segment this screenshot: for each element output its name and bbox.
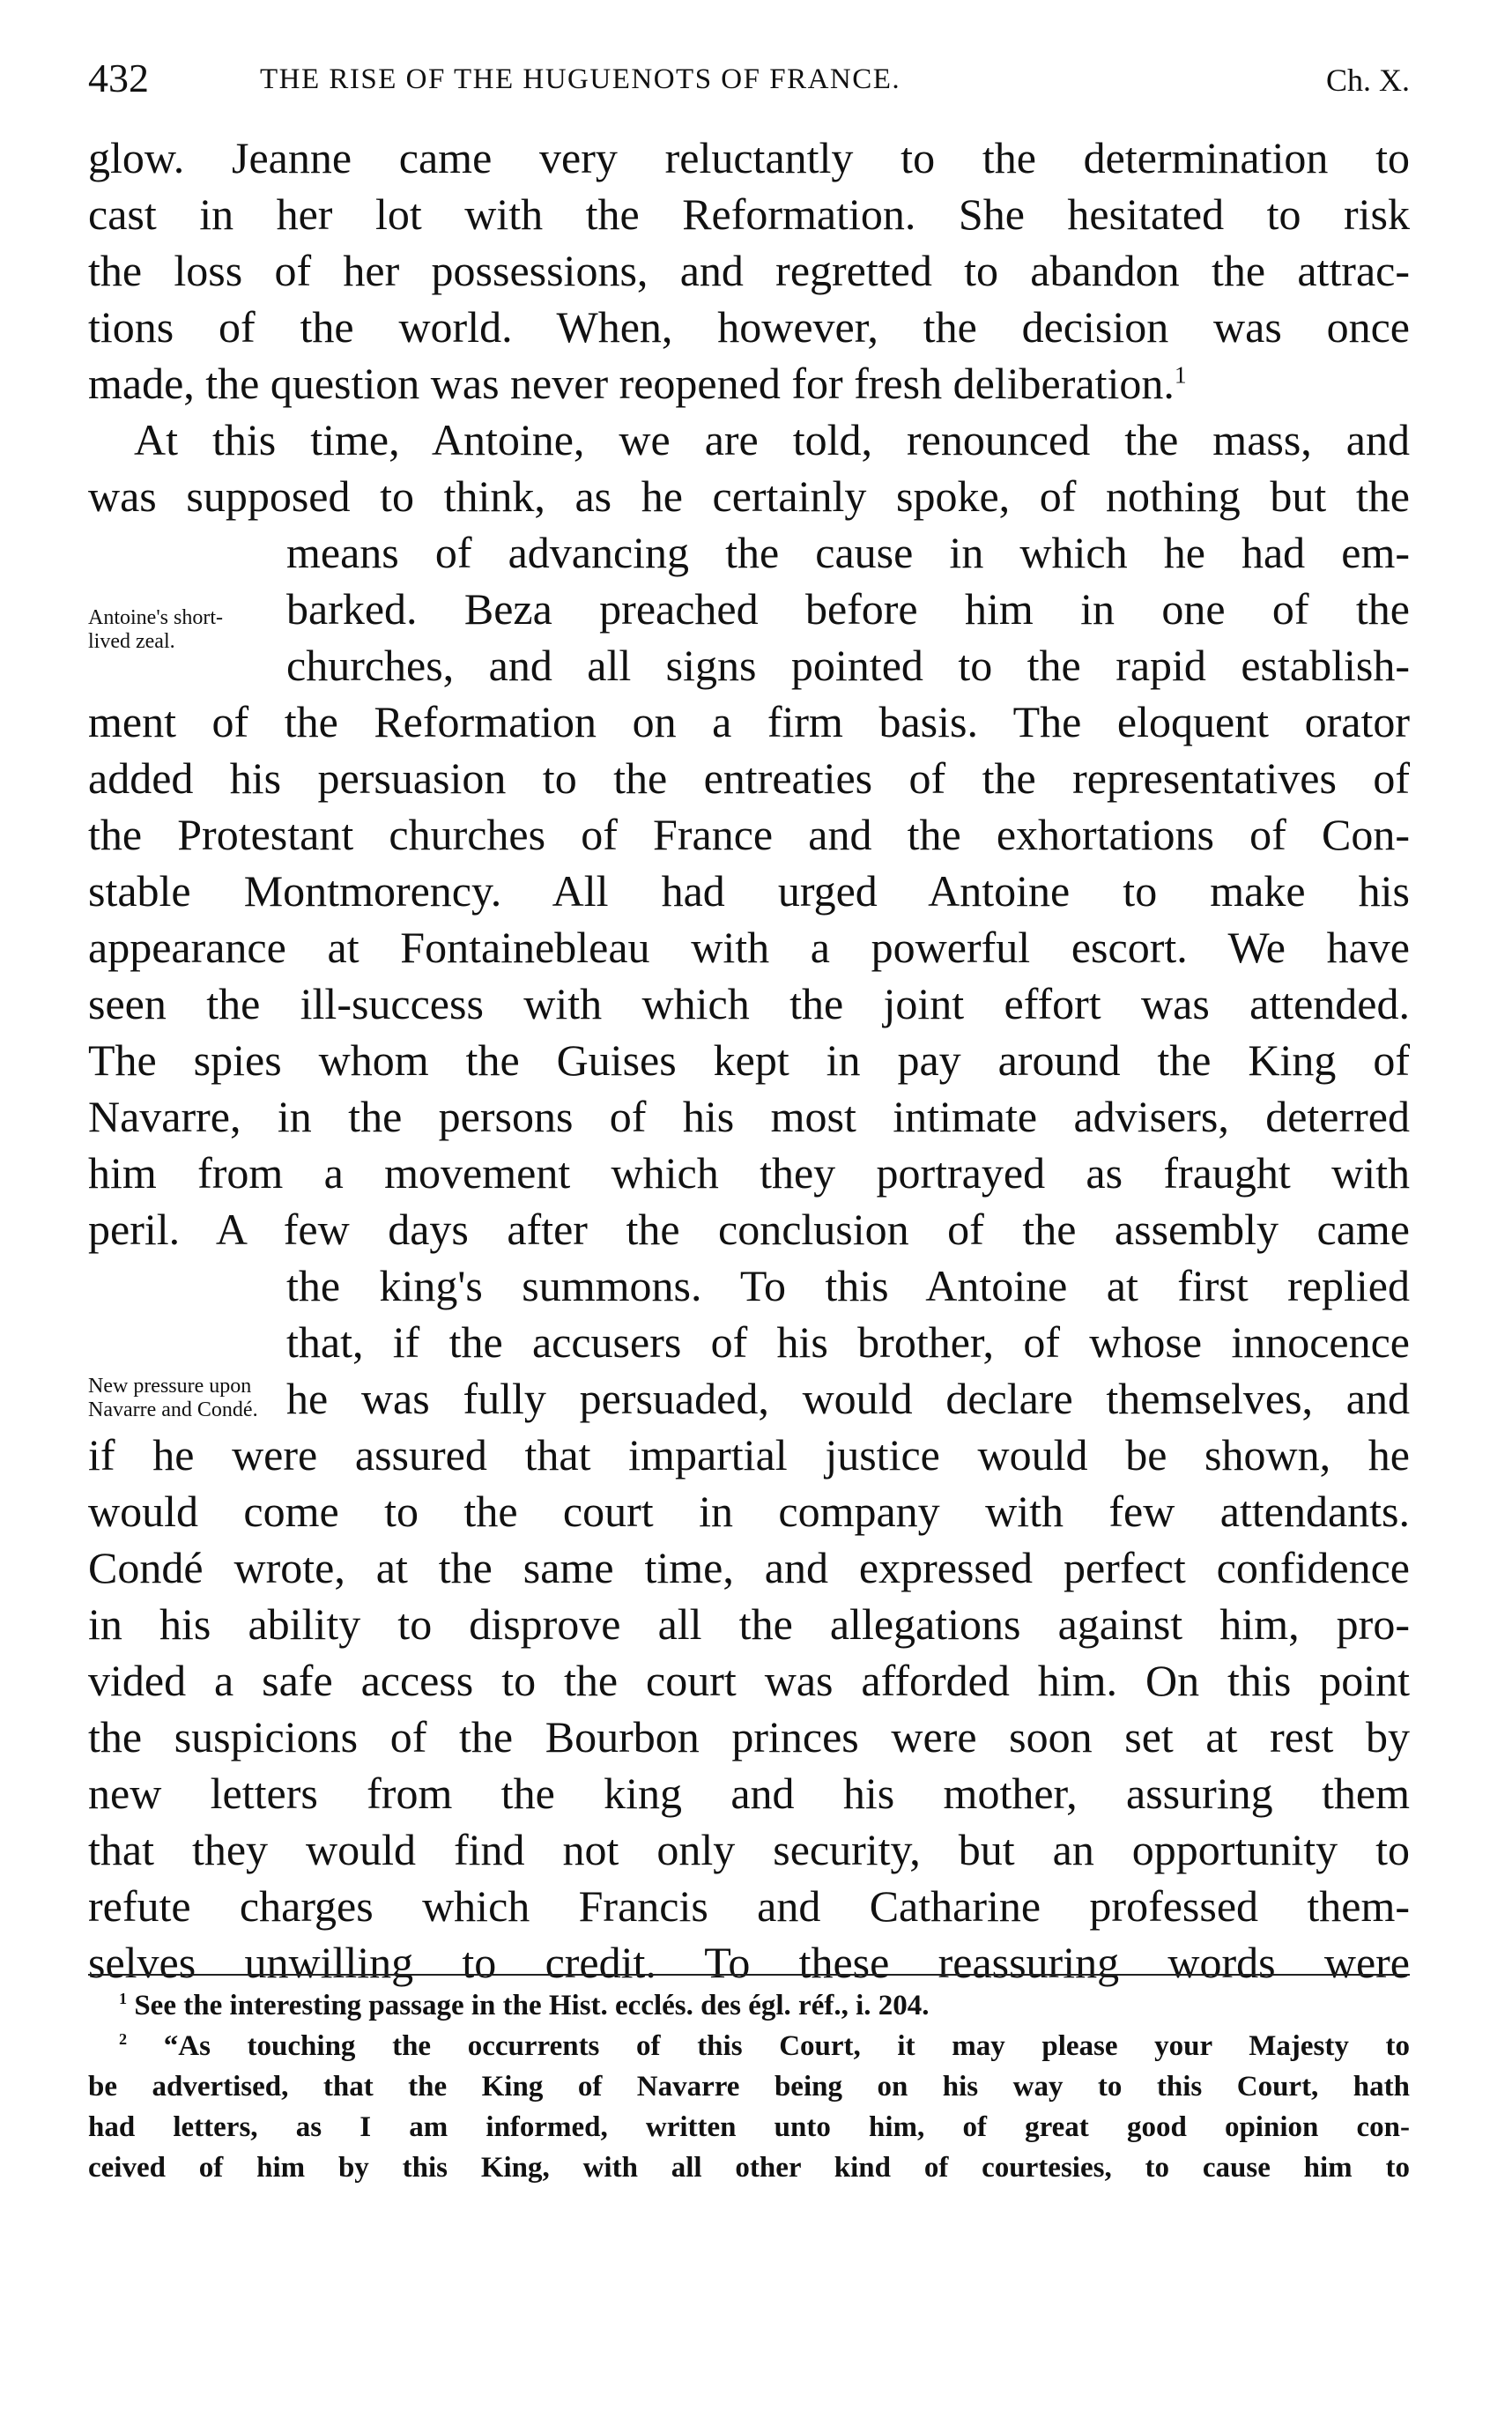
body-line: if he were assured that impartial justice would be shown, he [88,1430,1410,1480]
body-line: in his ability to disprove all the allegations against him, pro- [88,1599,1410,1649]
body-line-text: selves unwilling to credit. To these reassuring words were [88,1938,1410,1987]
body-line: appearance at Fontainebleau with a powerful escort. We have [88,923,1410,972]
body-line: that they would find not only security, but an opportunity to [88,1825,1410,1874]
body-line: Condé wrote, at the same time, and expressed perfect confidence [88,1543,1410,1592]
body-line: churches, and all signs pointed to the rapid establish- [286,641,1410,690]
body-line: him from a movement which they portrayed as fraught with [88,1148,1410,1198]
body-line: he was fully persuaded, would declare themselves, and [286,1374,1410,1423]
body-line: ment of the Reformation on a firm basis. The eloquent orator [88,697,1410,746]
footnote-mark: 2 [119,2030,128,2048]
body-line: The spies whom the Guises kept in pay around the King of [88,1035,1410,1085]
footnote-2-line: ceived of him by this King, with all other kind of courtesies, to cause him to [88,2152,1410,2184]
body-line: the Protestant churches of France and the exhortations of Con- [88,810,1410,859]
margin-note-new-pressure: New pressure upon Navarre and Condé. [88,1375,258,1421]
footnote-mark: 1 [119,1990,128,2007]
running-title: THE RISE OF THE HUGUENOTS OF FRANCE. [260,63,901,95]
chapter-label: Ch. X. [1325,63,1410,98]
body-line: tions of the world. When, however, the decision was once [88,302,1410,352]
running-header [88,55,1410,108]
body-line: barked. Beza preached before him in one of the [286,584,1410,634]
body-line-text: made, the question was never reopened for fresh deliberation. [88,359,1175,408]
body-line: was supposed to think, as he certainly spoke, of nothing but the [88,471,1410,521]
body-line: stable Montmorency. All had urged Antoine to make his [88,866,1410,916]
body-line: Navarre, in the persons of his most intimate advisers, deterred [88,1092,1410,1141]
body-line: seen the ill-success with which the joint effort was attended. [88,979,1410,1028]
body-line: glow. Jeanne came very reluctantly to the determination to [88,133,1410,182]
footnote-2-line: be advertised, that the King of Navarre being on his way to this Court, hath [88,2071,1410,2103]
body-line: the king's summons. To this Antoine at first replied [286,1261,1410,1310]
footnote-rule [88,1974,1410,1976]
body-line: that, if the accusers of his brother, of whose innocence [286,1317,1410,1367]
body-line: the suspicions of the Bourbon princes were soon set at rest by [88,1712,1410,1762]
body-line: vided a safe access to the court was afforded him. On this point [88,1656,1410,1705]
body-line: the loss of her possessions, and regretted to abandon the attrac- [88,246,1410,295]
footnote-2-line [119,2030,1410,2069]
body-line: refute charges which Francis and Catharine professed them- [88,1881,1410,1931]
footnote-1 [119,1990,1410,2029]
body-line: new letters from the king and his mother, assuring them [88,1769,1410,1818]
body-line: At this time, Antoine, we are told, renounced the mass, and [134,415,1410,464]
body-line [88,358,1410,414]
body-line: added his persuasion to the entreaties of the representatives of [88,753,1410,803]
footnote-text: See the interesting passage in the Hist. ecclés. des égl. réf., i. 204. [134,1990,930,2021]
body-line: cast in her lot with the Reformation. She hesitated to risk [88,189,1410,239]
body-line: peril. A few days after the conclusion of the assembly came [88,1205,1410,1254]
footnote-ref: 1 [1174,360,1187,389]
page-number: 432 [88,56,149,100]
margin-note-antoine-zeal: Antoine's short-lived zeal. [88,606,223,653]
footnote-text: “As touching the occurrents of this Court, it may please your Majesty to [163,2030,1410,2062]
footnote-2-line: had letters, as I am informed, written unto him, of great good opinion con- [88,2111,1410,2143]
body-line: would come to the court in company with few attendants. [88,1487,1410,1536]
body-line: means of advancing the cause in which he had em- [286,528,1410,577]
body-line [88,1937,1410,1993]
